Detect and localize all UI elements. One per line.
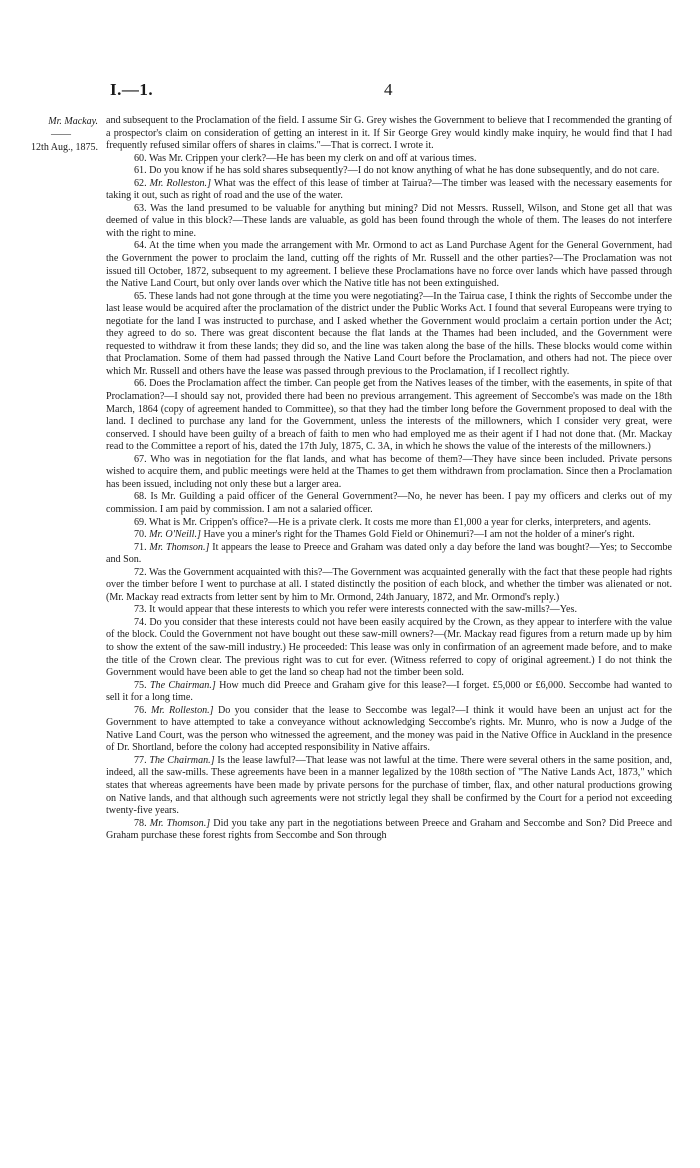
question-number: 78. (134, 817, 150, 829)
paragraph-text: Is the lease lawful?—That lease was not lawful at the time. There were several others in the same position, and, indeed, all the saw-mills. These agreements have been in a manner legalized by the 108th section of "The Native Lands Act, 1873," which states that whereas agreements have been made by private persons for the purchase of timber, flax, and other natural productions growing on Native lands, and that although such agreements were not strictly legal they shall be confirmed by the Court for a period not exceeding twenty-five years. (106, 754, 672, 817)
paragraph-text: 66. Does the Proclamation affect the timber. Can people get from the Natives leases of the timber, with the easements, in spite of that Proclamation?—I should say not, provided there had been no previous arrangement. This agreement of Seccombe's was made on the 18th March, 1864 (copy of agreement handed to Committee), so that they had the timber long before the Government proposed to deal with the land. I declined to purchase any land for the Government, unless the interests of the millowners, which I consider very great, were conserved. I should have been guilty of a breach of faith to men who had employed me as their agent if I had not done that. (Mr. Mackay read to the Committee a report of his, dated the 17th July, 1875, C. 3A, in which he shows the value of the interests of the millowners.) (106, 378, 672, 453)
paragraph-text: It appears the lease to Preece and Graham was dated only a day before the land was bought?—Yes; to Seccombe and Son. (106, 541, 672, 566)
question-61 (106, 165, 672, 178)
question-77 (106, 755, 672, 818)
paragraph-text: What was the effect of this lease of timber at Tairua?—The timber was leased with the necessary easements for taking it out, such as right of road and the use of the water. (106, 177, 673, 202)
paragraph-text: 68. Is Mr. Guilding a paid officer of the General Government?—No, he never has been. I pay my officers and clerks out of my commission. I am paid by commission. I am not a salaried officer. (106, 491, 672, 515)
page-number: 4 (384, 80, 393, 99)
margin-dash: —— (51, 129, 71, 141)
paragraph-text: 73. It would appear that these interests to which you refer were interests connected with the saw-mills?—Yes. (134, 604, 577, 616)
question-66 (106, 378, 672, 453)
paragraph-text: Did you take any part in the negotiations between Preece and Graham and Seccombe and Son? Did Preece and Graham purchase these forest rights from Seccombe and Son through (106, 817, 673, 842)
question-75 (106, 680, 672, 705)
question-number: 75. (134, 679, 150, 691)
question-72 (106, 567, 672, 605)
questioner-name: Mr. Thomson.] (149, 817, 211, 829)
question-65 (106, 291, 672, 379)
question-number: 77. (134, 754, 150, 766)
paragraph-text: 72. Was the Government acquainted with this?—The Government was acquainted generally with the fact that these people had rights over the timber before I went to purchase at all. I stated distinctly the position of each block, and whether the timber was alienated or not. (Mr. Mackay read extracts from letter sent by him to Mr. Ormond, 24th January, 1872, and Mr. Ormond's reply.) (106, 566, 672, 603)
paragraph-text: 74. Do you consider that these interests could not have been easily acquired by the Crown, as they appear to interfere with the value of the block. Could the Government not have bought out these saw-mill owners?—(Mr. Mackay read figures from a return made up by him to show the extent of the saw-mill industry.) He proceeded: This lease was only in confirmation of an agreement made before, and to make the title of the Crown clear. The previous right was to cut for ever. (Witness referred to copy of original agreement.) I do not think the Government would have been able to get the land so cheap had not the timber been sold. (106, 616, 672, 679)
question-67 (106, 454, 672, 492)
question-number: 71. (134, 541, 150, 553)
paragraph-text: Have you a miner's right for the Thames Gold Field or Ohinemuri?—I am not the holder of a miner's right. (200, 529, 635, 541)
document-body (106, 115, 672, 843)
question-73 (106, 604, 672, 617)
question-74 (106, 617, 672, 680)
question-62 (106, 178, 672, 203)
margin-speaker: Mr. Mackay. (48, 116, 98, 127)
question-64 (106, 240, 672, 290)
paragraph-text: Do you consider that the lease to Seccombe was legal?—I think it would have been an unjust act for the Government to have attempted to take a conveyance without acknowledging Seccombe's rights. Mr. Munro, who is now a Judge of the Native Land Court, was the person who witnessed the agreement, and the money was paid in the Native Office in Auckland in the presence of Dr. Shortland, before the colony had accepted responsibility in Native affairs. (106, 704, 672, 754)
questioner-name: Mr. O'Neill.] (149, 529, 201, 541)
document-id: I.—1. (110, 80, 154, 99)
paragraph-text: 60. Was Mr. Crippen your clerk?—He has been my clerk on and off at various times. (134, 152, 477, 164)
paragraph-text: How much did Preece and Graham give for this lease?—I forget. £5,000 or £6,000. Seccombe had wanted to sell it for a long time. (106, 679, 673, 704)
question-number: 70. (134, 529, 150, 541)
questioner-name: The Chairman.] (149, 679, 216, 691)
question-60 (106, 153, 672, 166)
question-71 (106, 542, 672, 567)
paragraph-text: 63. Was the land presumed to be valuable for anything but mining? Did not Messrs. Russell, Wilson, and Stone get all that was deemed of value in this block?—These lands are valuable, as gold has been found through the whole of them. The leases do not interfere with the right to mine. (106, 202, 672, 239)
paragraph-text: and subsequent to the Proclamation of the field. I assume Sir G. Grey wishes the Government to believe that I recommended the granting of a prospector's claim on consideration of getting an interest in it. If Sir George Grey would kindly make inquiry, he would find that I had frequently refused similar offers of shares in claims."—That is correct. I wrote it. (106, 115, 672, 152)
question-69 (106, 517, 672, 530)
margin-date: 12th Aug., 1875. (31, 142, 98, 154)
questioner-name: Mr. Rolleston.] (149, 177, 212, 189)
question-number: 76. (134, 704, 151, 716)
questioner-name: The Chairman.] (149, 754, 215, 766)
paragraph-text: 64. At the time when you made the arrangement with Mr. Ormond to act as Land Purchase Agent for the General Government, had the Government the power to proclaim the land, cutting off the rights of Mr. Russell and the other parties?—The Proclamation was not issued till October, 1872, subsequent to my agreement. I believe these Proclamations have no force over lands which have passed through the Native Land Court, but only over lands over which the Native title has not been extinguished. (106, 240, 672, 290)
margin-note (4, 115, 98, 154)
question-78 (106, 818, 672, 843)
question-70 (106, 529, 672, 542)
questioner-name: Mr. Thomson.] (149, 541, 210, 553)
question-76 (106, 705, 672, 755)
page-header (0, 80, 700, 104)
question-number: 62. (134, 177, 150, 189)
paragraph-text: 67. Who was in negotiation for the flat lands, and what has become of them?—They have since been included. Private persons wished to acquire them, and public meetings were held at the Thames to get them withdrawn from proclamation. Since then a Proclamation has been issued, including not only these but a larger area. (106, 453, 672, 490)
paragraph-text: 61. Do you know if he has sold shares subsequently?—I do not know anything of what he has done subsequently, and do not care. (134, 165, 660, 177)
paragraph-text: 69. What is Mr. Crippen's office?—He is a private clerk. It costs me more than £1,000 a year for clerks, interpreters, and agents. (134, 516, 651, 528)
question-68 (106, 491, 672, 516)
paragraph-0 (106, 115, 672, 153)
questioner-name: Mr. Rolleston.] (150, 704, 214, 716)
question-63 (106, 203, 672, 241)
paragraph-text: 65. These lands had not gone through at the time you were negotiating?—In the Tairua case, I think the rights of Seccombe under the last lease would be acquired after the proclamation of the district under the Public Works Act. I found that several Europeans were trying to negotiate for the land I was instructed to purchase, and I asked whether the Government would proclaim a certain portion under the Act; they agreed to do so. There was great discontent because the flat lands at the Thames had been included, and the Government were requested to withdraw it from these lands; they did so, and the line was taken along the base of the hills. These blocks would come within that Proclamation. Some of them had passed through the Native Land Court before the Proclamation, and others had not. The piece over which Mr. Russell and others have the lease was passed through previous to the Proclamation, if I recollect rightly. (106, 290, 672, 377)
